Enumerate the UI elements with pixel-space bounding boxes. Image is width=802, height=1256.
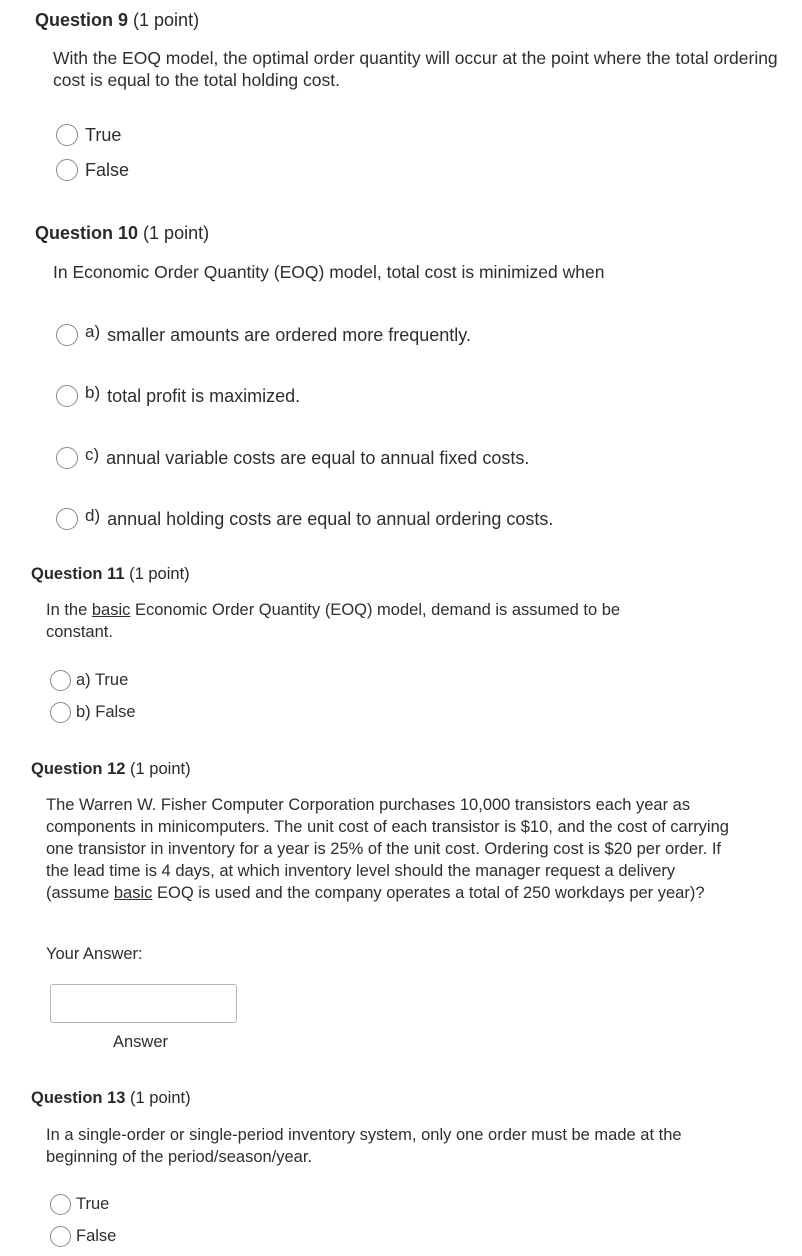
option-label: a) True [76,671,129,689]
question-11-label: Question 11 [31,565,125,583]
question-9-option-true[interactable] [56,124,121,146]
option-label: False [76,1227,117,1245]
question-10-title [35,223,209,244]
question-10-label: Question 10 [35,223,139,243]
question-12-label: Question 12 [31,760,126,778]
radio-button[interactable] [56,385,78,407]
question-12-title [31,760,191,779]
option-label: smaller amounts are ordered more frequently. [107,324,471,345]
radio-button[interactable] [50,670,71,691]
question-12-text [46,794,741,904]
question-10-option-a[interactable] [56,324,471,346]
option-letter: b) [85,383,101,402]
question-12-points: (1 point) [130,760,191,778]
question-10-text: In Economic Order Quantity (EOQ) model, total cost is minimized when [53,262,605,282]
option-label: annual holding costs are equal to annual ordering costs. [107,508,554,529]
question-9-points: (1 point) [133,10,200,30]
question-13-option-true[interactable] [50,1194,109,1215]
question-13-title [31,1089,191,1108]
question-10-option-d[interactable] [56,508,553,530]
radio-button[interactable] [56,159,78,181]
radio-button[interactable] [50,1226,71,1247]
question-13-text: In a single-order or single-period inventory system, only one order must be made at the beginning of the period/season/year. [46,1126,682,1166]
option-letter: c) [85,445,100,464]
question-9-option-false[interactable] [56,159,129,181]
radio-button[interactable] [50,1194,71,1215]
radio-button[interactable] [56,324,78,346]
question-11-points: (1 point) [129,565,190,583]
question-13-label: Question 13 [31,1089,126,1107]
question-11-text [46,599,686,643]
answer-caption: Answer [113,1033,169,1051]
question-11-text-underlined: basic [91,601,131,619]
question-13-option-false[interactable] [50,1226,116,1247]
radio-button[interactable] [50,702,71,723]
option-label: b) False [76,703,136,721]
option-label: False [85,159,130,180]
option-letter: a) [85,322,101,341]
option-label: annual variable costs are equal to annual fixed costs. [106,447,530,468]
question-11-text-start: In the [46,601,92,619]
question-11-text-end: Economic Order Quantity (EOQ) model, demand is assumed to be constant. [46,601,621,641]
question-10-option-b[interactable] [56,385,300,407]
option-label: True [76,1195,110,1213]
option-label: True [85,124,122,145]
question-12-text-underlined: basic [113,884,153,902]
question-12-text-end: EOQ is used and the company operates a total of 250 workdays per year)? [152,884,705,902]
radio-button[interactable] [56,508,78,530]
question-9-text: With the EOQ model, the optimal order quantity will occur at the point where the total ordering cost is equal to the total holding cost. [53,48,778,90]
question-11-option-a[interactable] [50,670,128,691]
question-11-title [31,565,190,584]
option-letter: d) [85,506,101,525]
question-11-option-b[interactable] [50,702,136,723]
radio-button[interactable] [56,124,78,146]
question-9-label: Question 9 [35,10,129,30]
question-10-points: (1 point) [143,223,210,243]
answer-input[interactable] [50,984,237,1023]
radio-button[interactable] [56,447,78,469]
option-label: total profit is maximized. [107,385,301,406]
your-answer-label: Your Answer: [46,945,143,963]
question-13-points: (1 point) [130,1089,191,1107]
question-9-title [35,10,199,31]
question-12-text-start: The Warren W. Fisher Computer Corporation purchases 10,000 transistors each year as components in minicomputers. The unit cost of each transistor is $10, and the cost of carrying one transistor in inventory for a year is 25% of the unit cost. Ordering cost is $20 per order. If the lead time is 4 days, at which inventory level should the manager request a delivery (assume [46,796,729,902]
question-10-option-c[interactable] [56,447,529,469]
